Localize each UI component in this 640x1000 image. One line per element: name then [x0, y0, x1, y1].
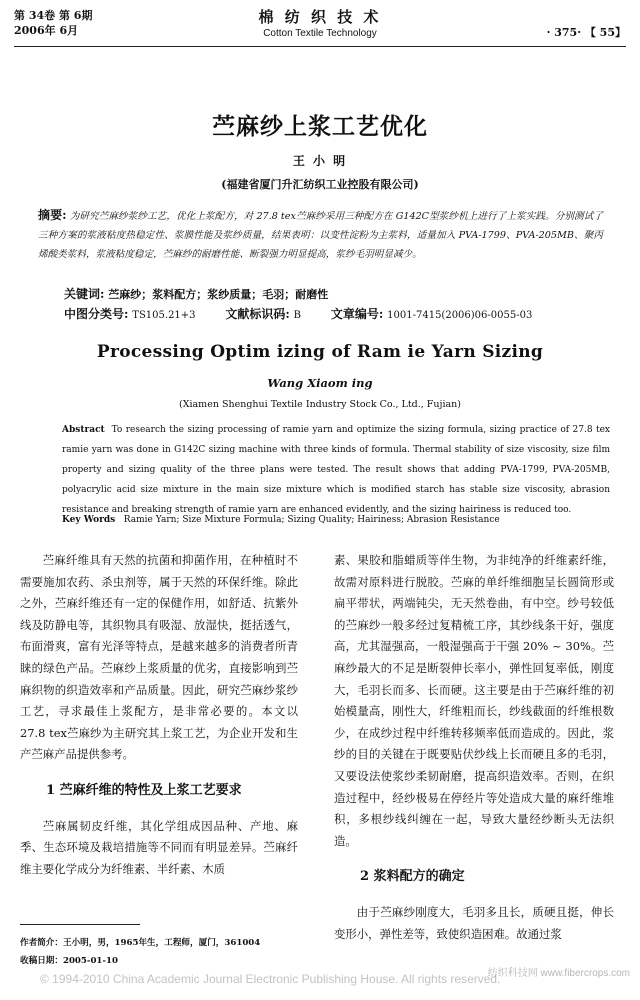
journal-header	[0, 0, 640, 50]
keywords-label-cn: 关键词:	[64, 287, 105, 301]
author-name-en: Wang Xiaom ing	[267, 376, 373, 390]
body-paragraph: 素、果胶和脂蜡质等伴生物，为非纯净的纤维素纤维，故需对原料进行脱胶。苎麻的单纤维细胞呈长圆筒形或扁平带状，两端钝尖，无天然卷曲，有中空。纱号较低的苎麻纱一般多经过复精梳工序，其纱线条干好，强度高，尤其湿强高，一般湿强高于干强 20% ~ 30%。苎麻纱最大的不足是断裂伸长率小，弹性回复率低，刚度大，毛羽长而多、长而硬。这主要是由于苎麻纤维的初始模量高，刚性大，纤维粗而长，纱线截面的纤维根数少，在成纱过程中纤维转移频率低而造成的。因此，浆纱的目的关键在于既要贴伏纱线上长而硬且多的毛羽，又要设法使浆纱柔韧耐磨，提高织造效率。否则，在织造过程中，经纱极易在停经片等处造成大量的麻纤维堆积，多根纱线纠缠在一起，导致大量经纱断头无法织造。	[334, 553, 614, 848]
journal-title-cn: 棉 纺 织 技 术	[258, 8, 382, 26]
abstract-text-cn: 为研究苎麻纱浆纱工艺，优化上浆配方，对 27.8 tex苎麻纱采用三种配方在 G142C型浆纱机上进行了上浆实践。分别测试了三种方案的浆液粘度热稳定性、浆膜性能及浆纱质量，结果表明：以变性淀粉为主浆料，适量加入 PVA-1799、PVA-205MB、聚丙烯酸类浆料，浆液粘度稳定，苎麻纱的耐磨性能、断裂强力明显提高，浆纱毛羽明显减少。	[38, 211, 603, 260]
journal-title	[0, 6, 640, 39]
keywords-label-en: Key Words	[62, 515, 116, 525]
header-divider	[14, 46, 626, 47]
clc-value: TS105.21+3	[132, 310, 196, 321]
classification-line	[64, 305, 532, 322]
section-heading-2: 2 浆料配方的确定	[360, 869, 465, 885]
body-column-right	[334, 550, 614, 945]
body-column-left	[20, 550, 298, 880]
article-number-value: 1001-7415(2006)06-0055-03	[387, 310, 533, 321]
abstract-label-cn: 摘要:	[38, 208, 67, 222]
affiliation-en: (Xiamen Shenghui Textile Industry Stock Co., Ltd., Fujian)	[179, 399, 461, 410]
doc-code-value: B	[293, 310, 302, 321]
abstract-text-en: To research the sizing processing of ramie yarn and optimize the sizing formula, sizing practice of 27.8 tex ramie yarn was done in G142C sizing machine with three kinds of formula. Thermal stability of size viscosity, size film property and sizing quality of the three plans were tested. The result shows that adding PVA-1799, PVA-205MB, polyacrylic acid size mixture in the main size mixture which is modified starch has stable size viscosity, abrasion resistance and breaking strength of ramie yarn are enhanced evidently, and the sizing hairiness is reduced too.	[62, 425, 610, 515]
copyright-watermark: © 1994-2010 China Academic Journal Electronic Publishing House. All rights reserved.	[40, 972, 501, 986]
article-number-label: 文章编号:	[330, 307, 384, 321]
keywords-text-cn: 苎麻纱；浆料配方；浆纱质量；毛羽；耐磨性	[108, 288, 329, 301]
abstract-en	[62, 420, 610, 520]
keywords-cn	[64, 285, 328, 302]
doc-code-label: 文献标识码:	[225, 307, 290, 321]
keywords-en	[62, 515, 610, 525]
received-date-footnote: 收稿日期：2005-01-10	[20, 956, 118, 966]
footnote-divider	[20, 924, 140, 925]
article-title-en: Processing Optim izing of Ram ie Yarn Sizing	[96, 342, 544, 362]
page-number: · 375· 【 55】	[546, 26, 626, 39]
journal-title-en: Cotton Textile Technology	[263, 28, 377, 39]
body-paragraph: 由于苎麻纱刚度大，毛羽多且长，质硬且挺，伸长变形小，弹性差等，致使织造困难。故通过浆	[334, 904, 614, 941]
issue-date: 2006年 6月	[14, 24, 79, 37]
volume-issue-text: 第 34卷 第 6期	[14, 9, 93, 22]
author-name-cn: 王 小 明	[292, 154, 348, 168]
body-paragraph: 苎麻属韧皮纤维，其化学组成因品种、产地、麻季、生态环境及栽培措施等不同而有明显差异。苎麻纤维主要化学成分为纤维素、半纤素、木质	[20, 818, 298, 876]
abstract-label-en: Abstract	[62, 425, 105, 435]
article-title-cn: 苎麻纱上浆工艺优化	[212, 113, 428, 140]
keywords-text-en: Ramie Yarn; Size Mixture Formula; Sizing Quality; Hairiness; Abrasion Resistance	[123, 515, 500, 525]
section-heading-1: 1 苎麻纤维的特性及上浆工艺要求	[46, 782, 242, 798]
affiliation-cn: (福建省厦门升汇纺织工业控股有限公司)	[221, 178, 419, 191]
clc-label: 中图分类号:	[64, 307, 129, 321]
author-bio-footnote: 作者简介：王小明，男，1965年生，工程师，厦门，361004	[20, 938, 261, 948]
body-paragraph: 苎麻纤维具有天然的抗菌和抑菌作用，在种植时不需要施加农药、杀虫剂等，属于天然的环保纤维。除此之外，苎麻纤维还有一定的保健作用，如舒适、抗紫外线及防静电等，其织物具有吸湿、放湿快，挺括透气，布面滑爽，富有光泽等特点，是越来越多的消费者所青睐的绿色产品。苎麻纱上浆质量的优劣，直接影响到苎麻织物的织造效率和产品质量。因此，研究苎麻纱浆纱工艺，寻求最佳上浆配方，是非常必要的。本文以 27.8 tex苎麻纱为主研究其上浆工艺，为企业开发和生产苎麻产品提供参考。	[20, 553, 298, 762]
site-watermark: 纺织科技网 www.fibercrops.com	[487, 968, 630, 979]
abstract-cn	[38, 206, 603, 264]
